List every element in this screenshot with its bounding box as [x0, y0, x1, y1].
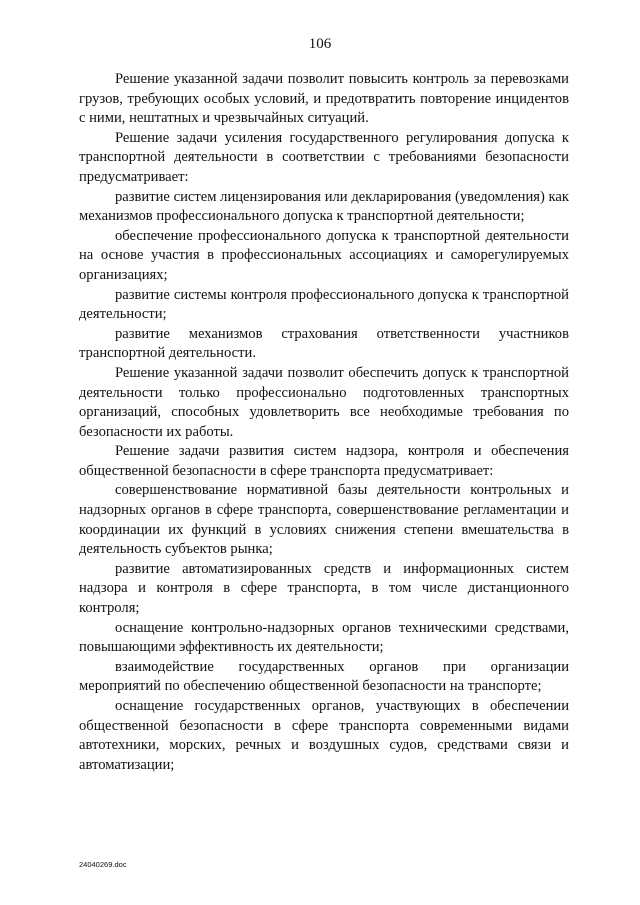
paragraph: Решение указанной задачи позволит повысить контроль за перевозками грузов, требующих особых условий, и предотвратить повторение инцидентов с ними, нештатных и чрезвычайных ситуаций. — [79, 71, 569, 127]
paragraph: Решение указанной задачи позволит обеспечить допуск к транспортной деятельности только профессионально подготовленных транспортных организаций, способных удовлетворить все необходимые требования по безопасности их работы. — [79, 364, 569, 440]
document-file-code: 24040269.doc — [79, 860, 127, 869]
paragraph: Решение задачи усиления государственного регулирования допуска к транспортной деятельности в соответствии с требованиями безопасности предусматривает: — [79, 129, 569, 185]
paragraph: обеспечение профессионального допуска к транспортной деятельности на основе участия в профессиональных ассоциациях и саморегулируемых организациях; — [79, 227, 569, 283]
paragraph: развитие механизмов страхования ответственности участников транспортной деятельности. — [79, 325, 569, 362]
paragraph: оснащение контрольно-надзорных органов техническими средствами, повышающими эффективность их деятельности; — [79, 619, 569, 656]
document-body — [79, 70, 569, 775]
paragraph: взаимодействие государственных органов при организации мероприятий по обеспечению общественной безопасности на транспорте; — [79, 658, 569, 695]
paragraph: развитие автоматизированных средств и информационных систем надзора и контроля в сфере транспорта, в том числе дистанционного контроля; — [79, 560, 569, 617]
paragraph: Решение задачи развития систем надзора, контроля и обеспечения общественной безопасности в сфере транспорта предусматривает: — [79, 443, 569, 479]
paragraph: развитие системы контроля профессионального допуска к транспортной деятельности; — [79, 286, 569, 323]
paragraph: оснащение государственных органов, участвующих в обеспечении общественной безопасности в сфере транспорта современными видами автотехники, морских, речных и воздушных судов, средствами связи и автоматизации; — [79, 698, 569, 773]
paragraph: совершенствование нормативной базы деятельности контрольных и надзорных органов в сфере транспорта, совершенствование регламентации и координации их функций в условиях снижения степени вмешательства в деятельность субъектов рынка; — [79, 482, 569, 558]
page-number: 106 — [308, 36, 332, 52]
paragraph: развитие систем лицензирования или декларирования (уведомления) как механизмов профессионального допуска к транспортной деятельности; — [79, 188, 569, 225]
